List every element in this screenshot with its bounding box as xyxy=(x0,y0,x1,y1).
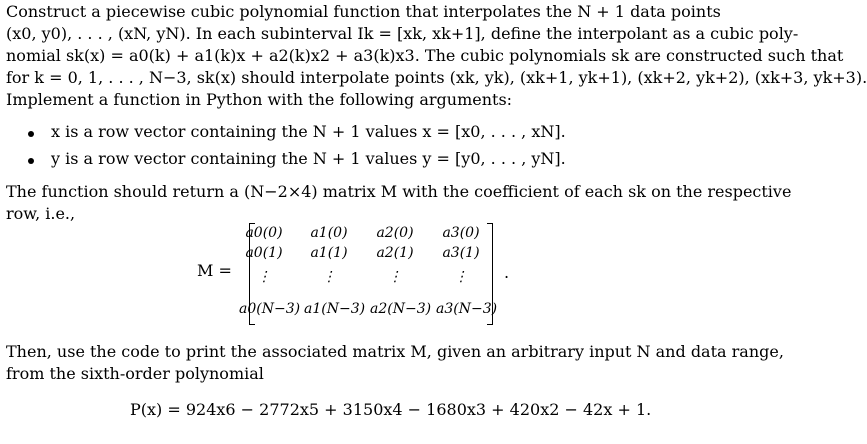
polynomial-equation: P(x) = 924x6 − 2772x5 + 3150x4 − 1680x3 + 420x2 − 42x + 1. xyxy=(130,400,652,419)
paragraph1-line-4: for k = 0, 1, . . . , N−3, sk(x) should interpolate points (xk, yk), (xk+1, yk+1), (xk+2, yk+2), (xk+3, yk+3). xyxy=(6,68,867,87)
matrix-vdots: ⋮ xyxy=(454,269,468,285)
matrix-cell: a3(N−3) xyxy=(436,301,498,317)
paragraph3-line-1: Then, use the code to print the associated matrix M, given an arbitrary input N and data range, xyxy=(6,342,784,361)
matrix-vdots: ⋮ xyxy=(388,269,402,285)
matrix-vdots: ⋮ xyxy=(257,269,271,285)
paragraph1-line-3: nomial sk(x) = a0(k) + a1(k)x + a2(k)x2 + a3(k)x3. The cubic polynomials sk are constructed such that xyxy=(6,46,844,65)
bullet-dot-2 xyxy=(28,158,34,164)
matrix-cell: a0(1) xyxy=(245,245,283,261)
paragraph2-line-1: The function should return a (N−2×4) matrix M with the coefficient of each sk on the respective xyxy=(6,182,792,201)
matrix-cell: a3(1) xyxy=(442,245,480,261)
matrix-cell: a1(N−3) xyxy=(304,301,366,317)
matrix-cell: a2(0) xyxy=(376,225,414,241)
matrix-cell: a2(N−3) xyxy=(370,301,432,317)
bullet-dot-1 xyxy=(28,131,34,137)
paragraph1-line-1: Construct a piecewise cubic polynomial function that interpolates the N + 1 data points xyxy=(6,2,721,21)
paragraph3-line-2: from the sixth-order polynomial xyxy=(6,364,264,383)
coefficient-matrix xyxy=(6,223,734,333)
paragraph1-line-2: (x0, y0), . . . , (xN, yN). In each subinterval Ik = [xk, xk+1], define the interpolant as a cubic poly- xyxy=(6,24,799,43)
matrix-cell: a0(0) xyxy=(245,225,283,241)
bullet-item-y: y is a row vector containing the N + 1 values y = [y0, . . . , yN]. xyxy=(51,149,566,168)
matrix-cell: a1(0) xyxy=(310,225,348,241)
matrix-cell: a1(1) xyxy=(310,245,348,261)
matrix-cell: a3(0) xyxy=(442,225,480,241)
paragraph2-line-2: row, i.e., xyxy=(6,204,76,223)
matrix-trailing-period: . xyxy=(504,263,510,282)
matrix-cell: a2(1) xyxy=(376,245,414,261)
matrix-label: M = xyxy=(197,261,232,280)
paragraph1-line-5: Implement a function in Python with the following arguments: xyxy=(6,90,513,109)
matrix-cell: a0(N−3) xyxy=(239,301,301,317)
matrix-vdots: ⋮ xyxy=(322,269,336,285)
bullet-item-x: x is a row vector containing the N + 1 values x = [x0, . . . , xN]. xyxy=(51,122,566,141)
